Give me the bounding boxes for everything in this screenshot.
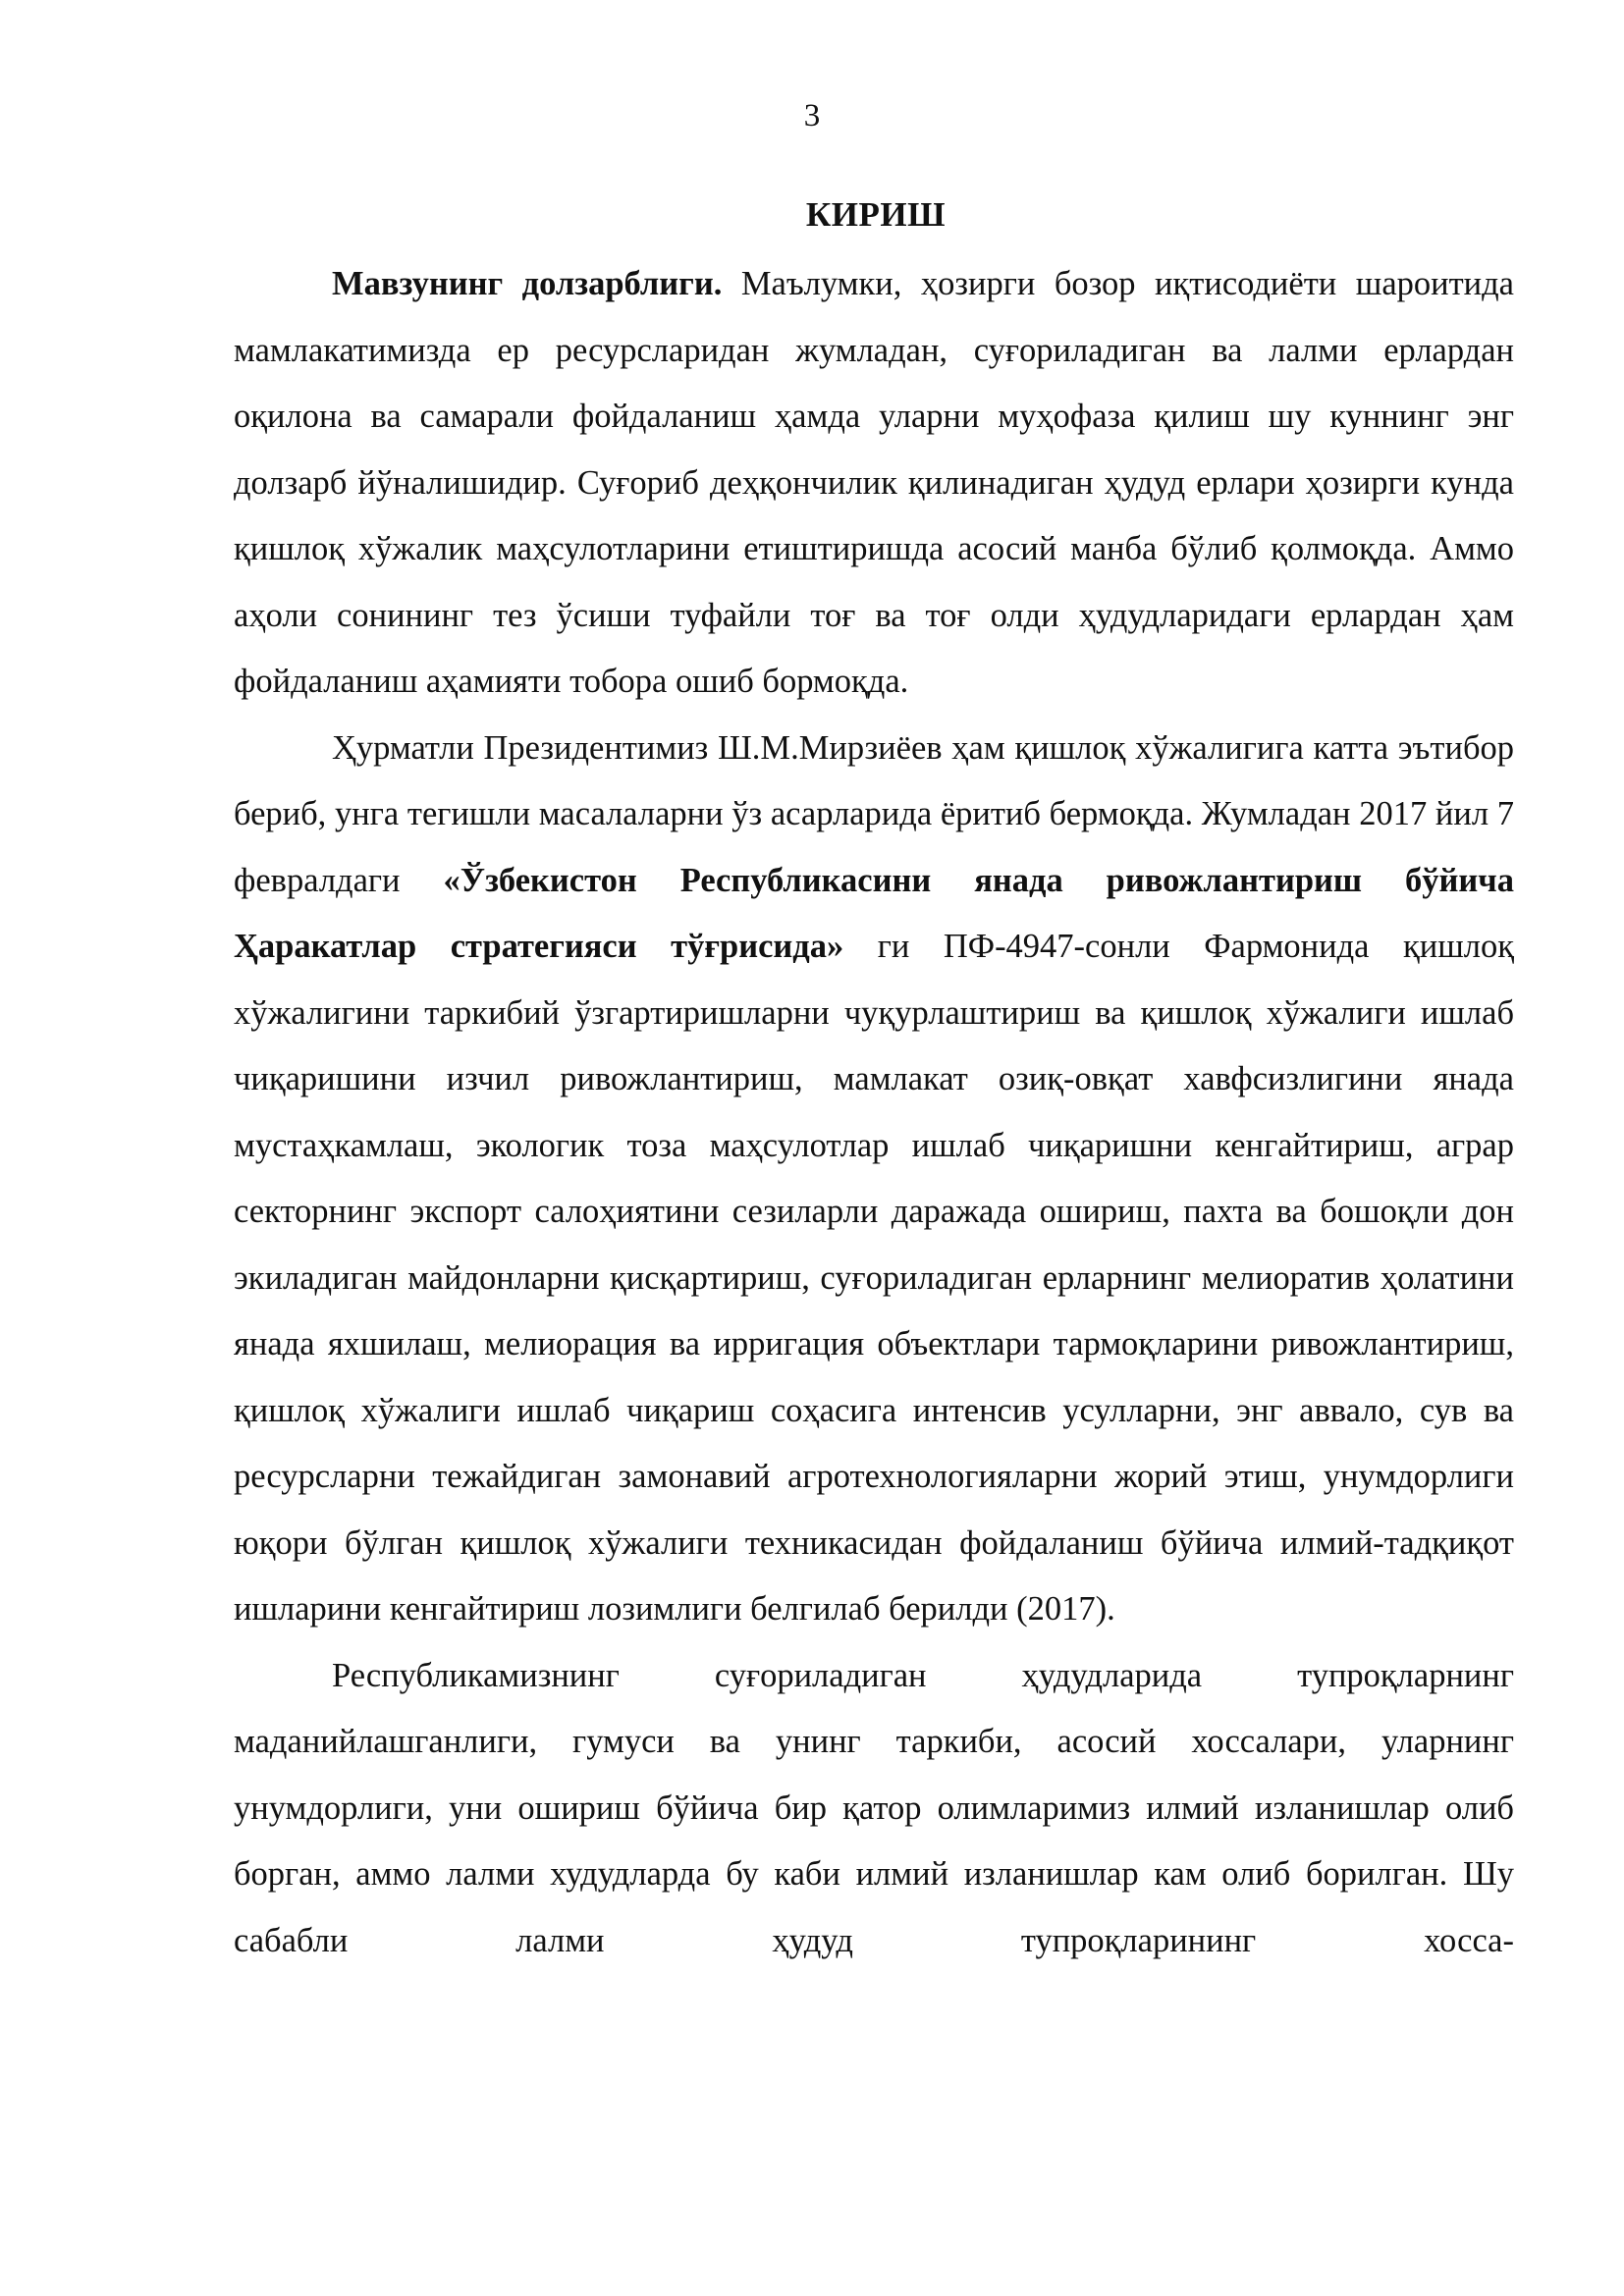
relevance-lead: Мавзунинг долзарблиги. <box>332 265 723 302</box>
document-body <box>234 251 1514 1974</box>
decree-text-before: Ҳурматли Президентимиз Ш.М.Мирзиёев ҳам қишлоқ хўжалигига катта эътибор бериб, унга тегишли масалаларни ўз асарларида ёритиб бермоқда. Жумладан 2017 йил 7 февралдаги <box>234 728 1514 899</box>
relevance-text: Маълумки, ҳозирги бозор иқтисодиёти шароитида мамлакатимизда ер ресурсларидан жумладан, суғориладиган ва лалми ерлардан оқилона ва самарали фойдаланиш ҳамда уларни муҳофаза қилиш шу куннинг энг долзарб йўналишидир. Суғориб деҳқончилик қилинадиган ҳудуд ерлари ҳозирги кунда қишлоқ хўжалик маҳсулотларини етиштиришда асосий манба бўлиб қолмоқда. Аммо аҳоли сонининг тез ўсиши туфайли тоғ ва тоғ олди ҳудудларидаги ерлардан ҳам фойдаланиш аҳамияти тобора ошиб бормоқда. <box>234 265 1514 700</box>
paragraph-relevance <box>234 251 1514 716</box>
decree-title: «Ўзбекистон Республикасини янада ривожлантириш бўйича Ҳаракатлар стратегияси тўғрисида» <box>234 861 1514 965</box>
decree-text-after: ги ПФ-4947-сонли Фармонида қишлоқ хўжалигини таркибий ўзгартиришларни чуқурлаштириш ва қишлоқ хўжалиги ишлаб чиқаришини изчил ривожлантириш, мамлакат озиқ-овқат хавфсизлигини янада мустаҳкамлаш, экологик тоза маҳсулотлар ишлаб чиқаришни кенгайтириш, аграр секторнинг экспорт салоҳиятини сезиларли даражада ошириш, пахта ва бошоқли дон экиладиган майдонларни қисқартириш, суғориладиган ерларнинг мелиоратив ҳолатини янада яхшилаш, мелиорация ва ирригация объектлари тармоқларини ривожлантириш, қишлоқ хўжалиги ишлаб чиқариш соҳасига интенсив усулларни, энг аввало, сув ва ресурсларни тежайдиган замонавий агротехнологияларни жорий этиш, унумдорлиги юқори бўлган қишлоқ хўжалиги техникасидан фойдаланиш бўйича илмий-тадқиқот ишларини кенгайтириш лозимлиги белгилаб берилди (2017). <box>234 928 1514 1628</box>
research-text: Республикамизнинг суғориладиган ҳудудларида тупроқларнинг маданийлашганлиги, гумуси ва унинг таркиби, асосий хоссалари, уларнинг унумдорлиги, уни ошириш бўйича бир қатор олимларимиз илмий изланишлар олиб борган, аммо лалми худудларда бу каби илмий изланишлар кам олиб борилган. Шу сабабли лалми ҳудуд тупроқларининг хосса- <box>234 1656 1514 1959</box>
section-heading: КИРИШ <box>805 195 947 234</box>
page-number: 3 <box>803 98 821 133</box>
paragraph-research <box>234 1643 1514 1975</box>
paragraph-decree <box>234 716 1514 1643</box>
